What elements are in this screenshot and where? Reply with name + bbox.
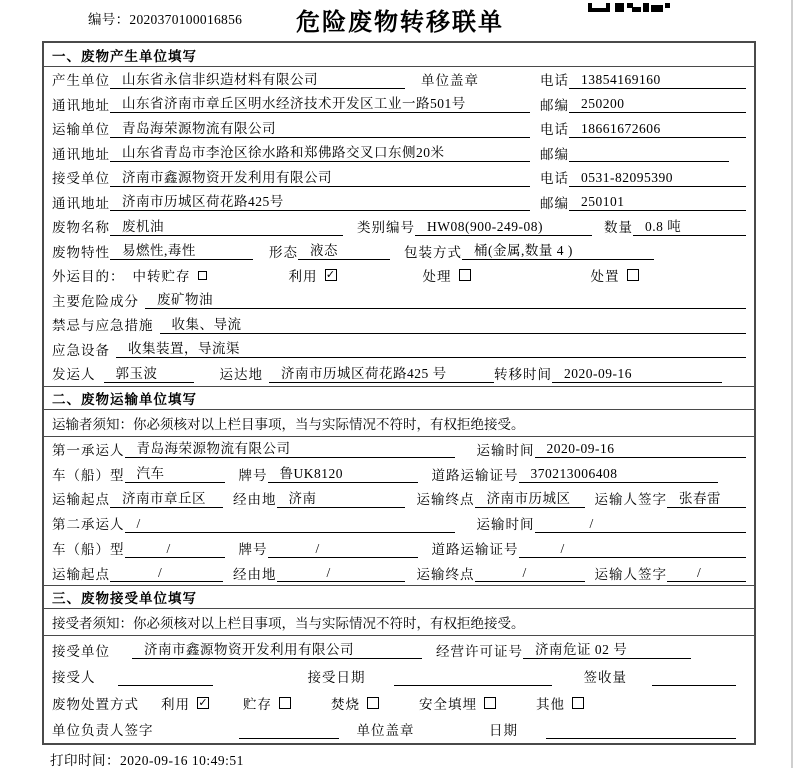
dispatch-row <box>44 361 754 386</box>
route2-sign-label: 运输人签字 <box>594 566 667 582</box>
waste-traits-value: 易燃性,毒性 <box>110 241 253 260</box>
transporter-phone-value: 18661672606 <box>569 119 746 138</box>
carrier1-label: 第一承运人 <box>52 442 125 458</box>
packing-label: 包装方式 <box>404 244 462 260</box>
acceptor-label: 接受人 <box>52 670 96 686</box>
purpose-option-transfer-label: 中转贮存 <box>132 269 191 285</box>
route2-row <box>44 560 754 585</box>
dispatcher-value: 郭玉波 <box>104 364 194 383</box>
destination-value: 济南市历城区荷花路425 号 <box>269 364 494 383</box>
purpose-option-use-label: 利用 <box>288 269 318 285</box>
dispose-checkbox <box>627 269 639 281</box>
carrier1-time-value: 2020-09-16 <box>535 439 747 458</box>
waste-traits-row <box>44 239 754 264</box>
disposal-option-other-label: 其他 <box>536 696 565 712</box>
manifest-form <box>42 41 756 745</box>
route2-end-value: / <box>475 563 585 582</box>
equipment-value: 收集装置，导流渠 <box>116 339 746 358</box>
carrier1-row <box>44 437 754 462</box>
waste-traits-label: 废物特性 <box>52 244 110 260</box>
route1-end-value: 济南市历城区 <box>475 489 585 508</box>
producer-row <box>44 67 754 92</box>
vehicle1-plate-label: 牌号 <box>238 467 268 483</box>
receiver-zip-label: 邮编 <box>540 195 569 211</box>
vehicle2-row <box>44 536 754 561</box>
serial-value: 2020370100016856 <box>129 12 243 27</box>
producer-value: 山东省永信非织造材料有限公司 <box>110 70 405 89</box>
receiver-row <box>44 165 754 190</box>
receiver-notice-row <box>44 609 754 636</box>
received-qty-value <box>652 667 736 686</box>
disposal-option-store-label: 贮存 <box>243 696 272 712</box>
acceptance-row <box>44 663 754 690</box>
treat-checkbox <box>459 269 471 281</box>
vehicle2-type-value: / <box>125 539 225 558</box>
route2-via-value: / <box>277 563 405 582</box>
packing-value: 桶(金属,数量 4 ) <box>462 241 654 260</box>
carrier2-label: 第二承运人 <box>52 517 125 533</box>
route1-row <box>44 486 754 511</box>
vehicle1-type-value: 汽车 <box>125 464 225 483</box>
transporter-zip-label: 邮编 <box>540 146 569 162</box>
receiver-address-label: 通讯地址 <box>52 195 110 211</box>
category-label: 类别编号 <box>357 220 415 236</box>
vehicle1-permit-label: 道路运输证号 <box>431 467 519 483</box>
producer-zip-value: 250200 <box>569 94 746 113</box>
seal-label: 单位盖章 <box>421 73 479 89</box>
disposal-use-checkbox: ✓ <box>198 695 208 709</box>
receiver-notice: 接受者须知：你必须核对以上栏目事项，当与实际情况不符时，有权拒绝接受。 <box>52 616 525 632</box>
page-edge-line <box>791 0 793 768</box>
carrier2-time-label: 运输时间 <box>476 517 535 533</box>
quantity-label: 数量 <box>604 220 633 236</box>
route1-sign-value: 张春雷 <box>667 489 746 508</box>
qr-code-icon <box>588 0 670 16</box>
receiver-zip-value: 250101 <box>569 192 746 211</box>
transfer-time-value: 2020-09-16 <box>552 364 722 383</box>
measures-row <box>44 312 754 337</box>
equipment-row <box>44 337 754 362</box>
transfer-storage-checkbox <box>198 271 207 280</box>
hazard-row <box>44 288 754 313</box>
transfer-time-label: 转移时间 <box>494 367 552 383</box>
accept-date-value <box>394 667 552 686</box>
transporter-phone-label: 电话 <box>540 122 569 138</box>
waste-name-row <box>44 214 754 239</box>
vehicle1-row <box>44 461 754 486</box>
disposal-option-use-label: 利用 <box>161 696 190 712</box>
license-label: 经营许可证号 <box>436 643 523 659</box>
purpose-row <box>44 263 754 288</box>
disposal-label: 废物处置方式 <box>52 696 139 712</box>
disposal-store-checkbox <box>279 697 291 709</box>
form-value: 液态 <box>298 241 390 260</box>
section2-heading: 二、废物运输单位填写 <box>44 386 754 410</box>
date-label: 日期 <box>489 723 518 739</box>
print-time <box>50 749 244 769</box>
acceptor-value <box>118 667 213 686</box>
transporter-row <box>44 116 754 141</box>
page-title: 危险废物转移联单 <box>296 9 504 36</box>
receiver-value: 济南市鑫源物资开发利用有限公司 <box>110 168 530 187</box>
producer-zip-label: 邮编 <box>540 97 569 113</box>
receiver-label: 接受单位 <box>52 171 110 187</box>
equipment-label: 应急设备 <box>52 342 110 358</box>
vehicle2-permit-label: 道路运输证号 <box>431 542 519 558</box>
route2-sign-value: / <box>667 563 746 582</box>
route2-via-label: 经由地 <box>233 566 277 582</box>
dispatcher-label: 发运人 <box>52 367 96 383</box>
disposal-option-burn-label: 焚烧 <box>331 696 360 712</box>
received-qty-label: 签收量 <box>583 670 627 686</box>
waste-name-label: 废物名称 <box>52 220 110 236</box>
producer-phone-value: 13854169160 <box>569 70 746 89</box>
serial-label: 编号： <box>88 12 130 27</box>
disposal-burn-checkbox <box>367 697 379 709</box>
vehicle1-type-label: 车（船）型 <box>52 467 125 483</box>
producer-label: 产生单位 <box>52 73 110 89</box>
route1-via-label: 经由地 <box>233 492 277 508</box>
route2-start-value: / <box>110 563 223 582</box>
section3-heading: 三、废物接受单位填写 <box>44 585 754 609</box>
license-value: 济南危证 02 号 <box>523 640 691 659</box>
vehicle2-permit-value: / <box>519 539 747 558</box>
unit-seal-label: 单位盖章 <box>356 723 415 739</box>
carrier1-time-label: 运输时间 <box>476 442 535 458</box>
vehicle2-plate-value: / <box>268 539 418 558</box>
vehicle1-permit-value: 370213006408 <box>519 464 719 483</box>
use-checkbox: ✓ <box>325 268 336 282</box>
purpose-option-treat-label: 处理 <box>422 269 452 285</box>
transporter-address-row <box>44 141 754 166</box>
signature-row <box>44 716 754 743</box>
route1-sign-label: 运输人签字 <box>594 492 667 508</box>
producer-address-label: 通讯地址 <box>52 97 110 113</box>
vehicle2-plate-label: 牌号 <box>238 542 268 558</box>
carrier2-time-value: / <box>535 514 747 533</box>
transporter-address-label: 通讯地址 <box>52 146 110 162</box>
route1-via-value: 济南 <box>277 489 405 508</box>
accept-unit-label: 接受单位 <box>52 643 110 659</box>
producer-phone-label: 电话 <box>540 73 569 89</box>
route2-end-label: 运输终点 <box>416 566 475 582</box>
receiver-address-value: 济南市历城区荷花路425号 <box>110 192 530 211</box>
print-time-value: 2020-09-16 10:49:51 <box>120 753 244 768</box>
purpose-label: 外运目的： <box>52 269 125 285</box>
measures-label: 禁忌与应急措施 <box>52 318 154 334</box>
transporter-notice: 运输者须知：你必须核对以上栏目事项，当与实际情况不符时，有权拒绝接受。 <box>52 416 525 432</box>
accept-unit-row <box>44 636 754 663</box>
producer-address-value: 山东省济南市章丘区明水经济技术开发区工业一路501号 <box>110 94 530 113</box>
disposal-landfill-checkbox <box>484 697 496 709</box>
carrier1-value: 青岛海荣源物流有限公司 <box>125 439 455 458</box>
disposal-other-checkbox <box>572 697 584 709</box>
hazard-label: 主要危险成分 <box>52 293 139 309</box>
route1-start-label: 运输起点 <box>52 492 110 508</box>
measures-value: 收集、导流 <box>160 315 747 334</box>
disposal-row <box>44 689 754 716</box>
transporter-zip-value <box>569 143 729 162</box>
receiver-phone-label: 电话 <box>540 171 569 187</box>
waste-name-value: 废机油 <box>110 217 343 236</box>
quantity-value: 0.8 吨 <box>633 217 746 236</box>
accept-date-label: 接受日期 <box>307 670 366 686</box>
transporter-notice-row <box>44 410 754 437</box>
accept-unit-value: 济南市鑫源物资开发利用有限公司 <box>132 640 422 659</box>
transporter-address-value: 山东省青岛市李沧区徐水路和郑佛路交叉口东侧20米 <box>110 143 530 162</box>
carrier2-row <box>44 511 754 536</box>
purpose-option-dispose-label: 处置 <box>590 269 620 285</box>
responsible-sign-label: 单位负责人签字 <box>52 723 154 739</box>
responsible-sign-value <box>239 720 339 739</box>
receiver-address-row <box>44 190 754 215</box>
date-value <box>546 720 736 739</box>
vehicle1-plate-value: 鲁UK8120 <box>268 464 418 483</box>
category-value: HW08(900-249-08) <box>415 217 592 236</box>
transporter-label: 运输单位 <box>52 122 110 138</box>
form-label: 形态 <box>269 244 298 260</box>
route1-end-label: 运输终点 <box>416 492 475 508</box>
producer-address-row <box>44 92 754 117</box>
print-time-label: 打印时间： <box>50 753 120 768</box>
section1-heading: 一、废物产生单位填写 <box>44 43 754 67</box>
disposal-option-landfill-label: 安全填埋 <box>419 696 477 712</box>
receiver-phone-value: 0531-82095390 <box>569 168 746 187</box>
hazard-value: 废矿物油 <box>145 290 746 309</box>
carrier2-value: / <box>125 514 455 533</box>
vehicle2-type-label: 车（船）型 <box>52 542 125 558</box>
route2-start-label: 运输起点 <box>52 566 110 582</box>
destination-label: 运达地 <box>219 367 263 383</box>
transporter-value: 青岛海荣源物流有限公司 <box>110 119 530 138</box>
route1-start-value: 济南市章丘区 <box>110 489 223 508</box>
